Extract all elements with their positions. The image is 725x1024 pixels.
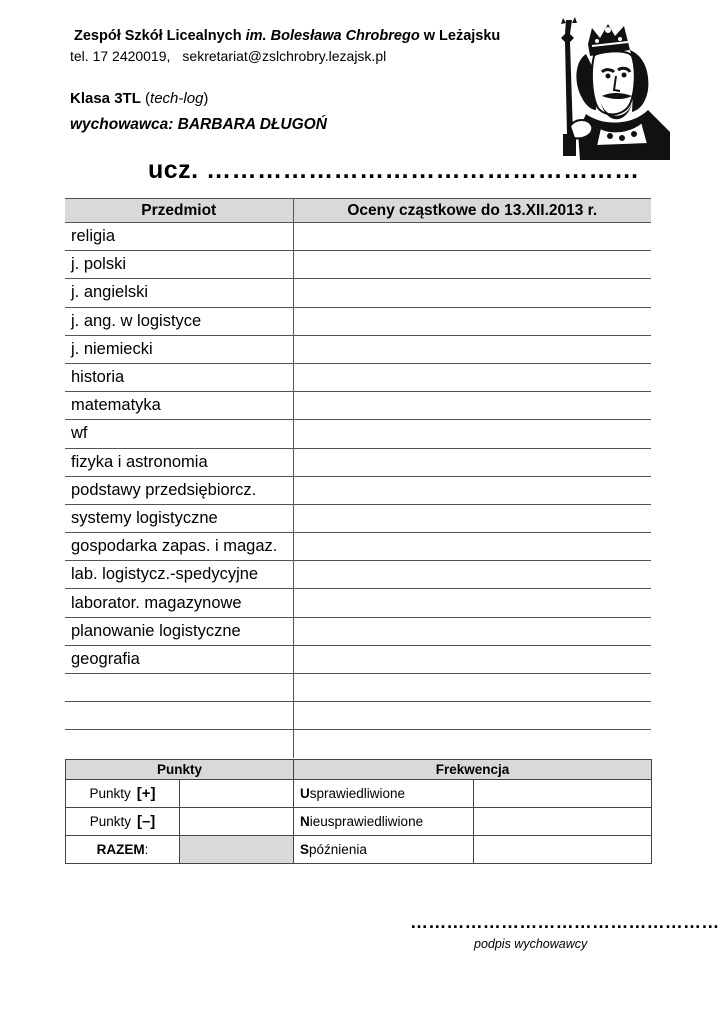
class-teacher: wychowawca: BARBARA DŁUGOŃ [70,116,327,133]
grades-cell[interactable] [293,730,651,758]
subject-column-header: Przedmiot [65,199,293,223]
late-value[interactable] [474,836,652,864]
unexcused-label: Nieusprawiedliwione [294,808,474,836]
table-row [65,589,651,617]
summary-table [65,759,652,864]
grades-cell[interactable] [293,702,651,730]
subject-name: lab. logistycz.-spedycyjne [65,561,293,589]
table-row [65,533,651,561]
grades-cell[interactable] [293,307,651,335]
attendance-header: Frekwencja [294,760,652,780]
table-row [66,808,652,836]
grades-cell[interactable] [293,589,651,617]
grades-header-row [65,199,651,223]
subject-name[interactable] [65,702,293,730]
table-row [66,780,652,808]
table-row [65,617,651,645]
points-plus-label: Punkty [+] [66,780,180,808]
grades-table [65,198,651,758]
subject-name: planowanie logistyczne [65,617,293,645]
subject-name: podstawy przedsiębiorcz. [65,476,293,504]
excused-value[interactable] [474,780,652,808]
grades-cell[interactable] [293,617,651,645]
grades-cell[interactable] [293,476,651,504]
table-row [66,836,652,864]
class-label: Klasa 3TL (tech-log) [70,90,209,107]
table-row [65,674,651,702]
unexcused-value[interactable] [474,808,652,836]
table-row [65,448,651,476]
table-row [65,279,651,307]
school-contact [70,48,386,64]
subject-name: laborator. magazynowe [65,589,293,617]
subject-name: j. polski [65,251,293,279]
subject-name: religia [65,223,293,251]
student-name-line: ucz. …………………………………………… [148,156,640,184]
table-row [65,561,651,589]
table-row [65,476,651,504]
table-row [65,335,651,363]
late-label: Spóźnienia [294,836,474,864]
total-label: RAZEM: [66,836,180,864]
grades-cell[interactable] [293,392,651,420]
grades-cell[interactable] [293,561,651,589]
subject-name: systemy logistyczne [65,504,293,532]
bolesław-chrobry-crest-icon [552,14,676,160]
grades-cell[interactable] [293,251,651,279]
table-row [65,251,651,279]
grades-cell[interactable] [293,420,651,448]
points-minus-label: Punkty [–] [66,808,180,836]
subject-name[interactable] [65,674,293,702]
points-plus-value[interactable] [180,780,294,808]
table-row [65,645,651,673]
subject-name: j. ang. w logistyce [65,307,293,335]
subject-name: matematyka [65,392,293,420]
subject-name[interactable] [65,730,293,758]
grades-cell[interactable] [293,504,651,532]
grades-cell[interactable] [293,674,651,702]
total-value[interactable] [180,836,294,864]
subject-name: wf [65,420,293,448]
table-row [65,363,651,391]
grades-cell[interactable] [293,335,651,363]
school-name: Zespół Szkół Licealnych im. Bolesława Chrobrego w Leżajsku [74,28,501,44]
subject-name: historia [65,363,293,391]
points-header: Punkty [66,760,294,780]
table-row [65,702,651,730]
grades-cell[interactable] [293,363,651,391]
grades-column-header: Oceny cząstkowe do 13.XII.2013 r. [293,199,651,223]
phone: tel. 17 2420019, [70,48,171,64]
table-row [65,392,651,420]
table-row [65,730,651,758]
table-row [65,504,651,532]
signature-label: podpis wychowawcy [474,937,588,951]
subject-name: j. angielski [65,279,293,307]
points-minus-value[interactable] [180,808,294,836]
grades-cell[interactable] [293,448,651,476]
table-row [65,223,651,251]
subject-name: gospodarka zapas. i magaz. [65,533,293,561]
summary-header-row [66,760,652,780]
subject-name: j. niemiecki [65,335,293,363]
email: sekretariat@zslchrobry.lezajsk.pl [182,48,387,64]
grades-cell[interactable] [293,279,651,307]
table-row [65,420,651,448]
table-row [65,307,651,335]
grades-cell[interactable] [293,533,651,561]
subject-name: geografia [65,645,293,673]
grades-cell[interactable] [293,223,651,251]
subject-name: fizyka i astronomia [65,448,293,476]
grades-cell[interactable] [293,645,651,673]
signature-line[interactable]: …………………………………………… [410,912,720,932]
excused-label: Usprawiedliwione [294,780,474,808]
